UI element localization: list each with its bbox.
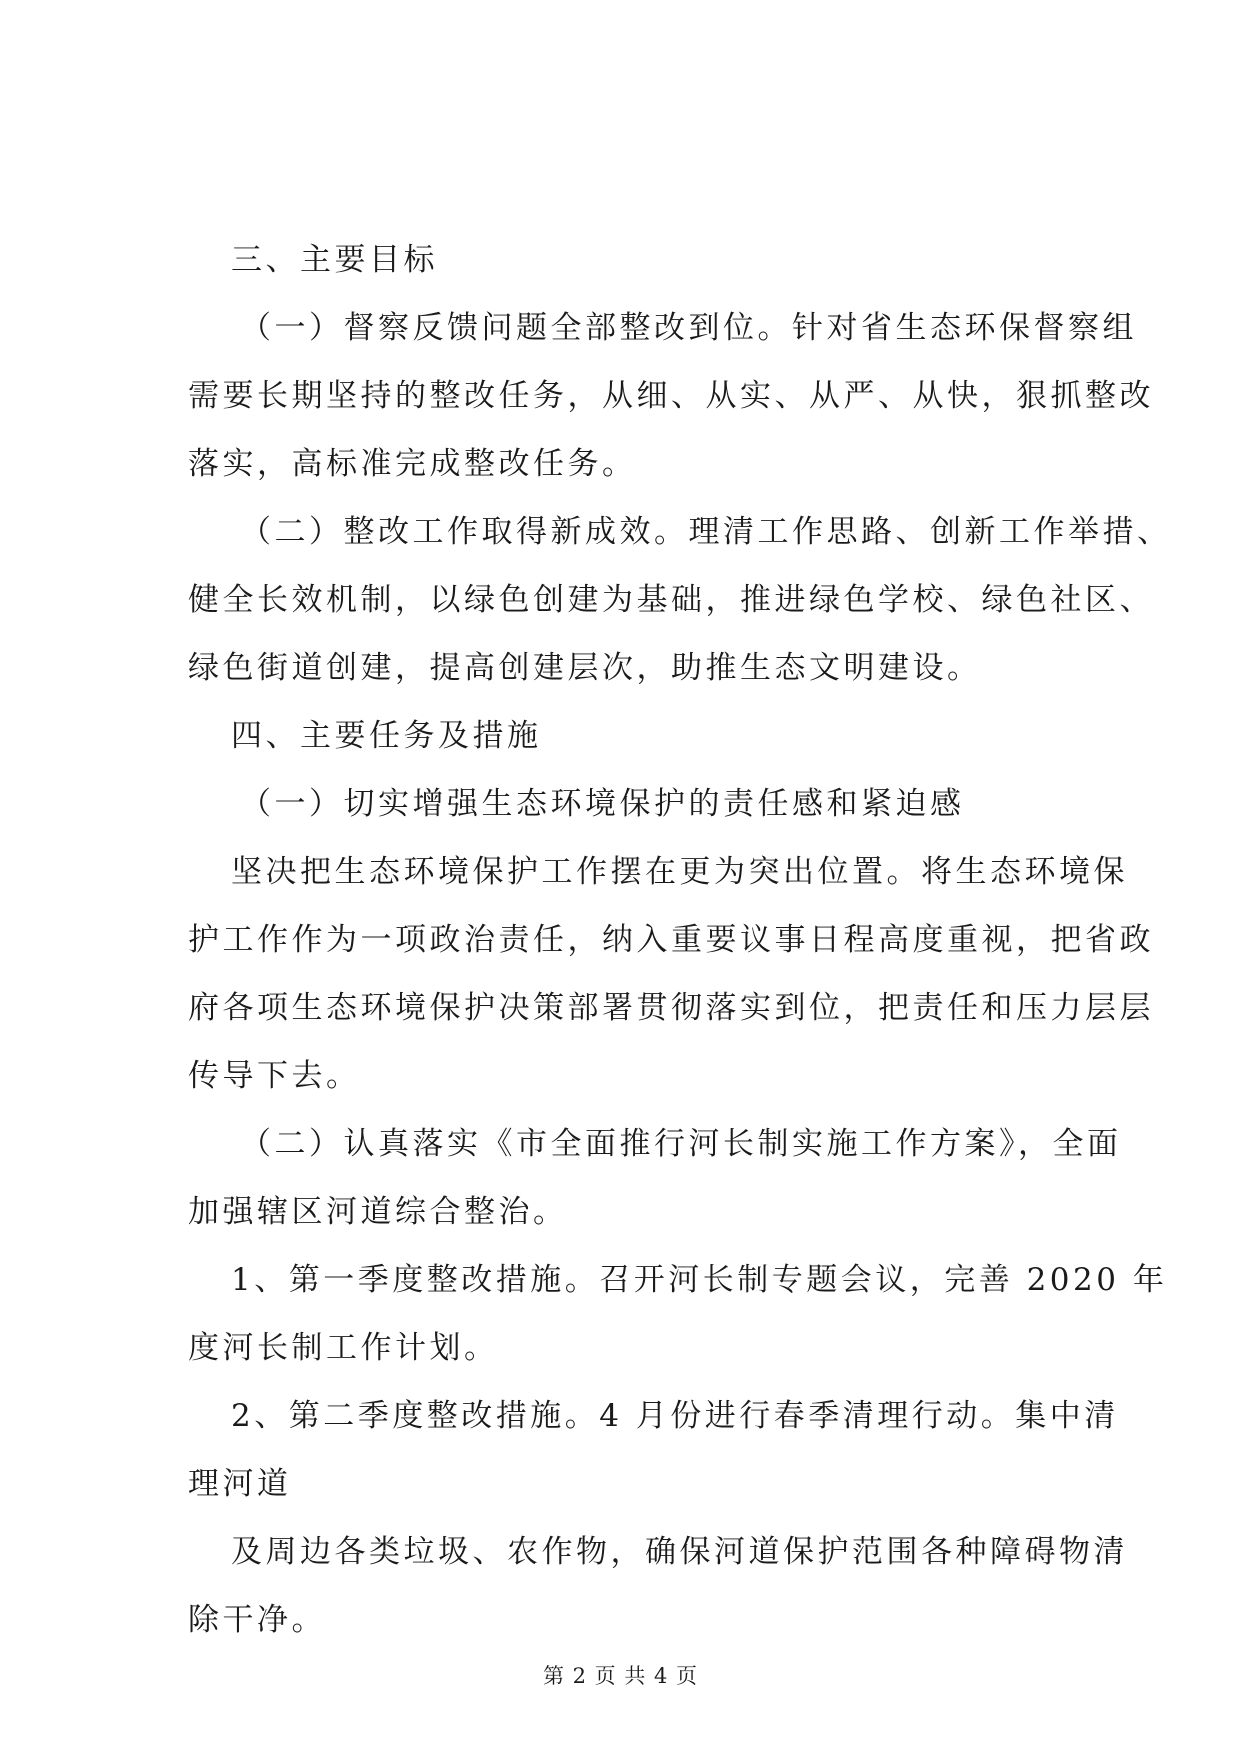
paragraph-line: 理河道 xyxy=(188,1466,292,1502)
paragraph-line: 1、第一季度整改措施。召开河长制专题会议，完善 2020 年 xyxy=(231,1262,1168,1298)
paragraph-line: 坚决把生态环境保护工作摆在更为突出位置。将生态环境保 xyxy=(231,854,1128,890)
paragraph-line: 传导下去。 xyxy=(188,1058,361,1094)
paragraph-line: 落实，高标准完成整改任务。 xyxy=(188,446,637,482)
paragraph-line: （二）整改工作取得新成效。理清工作思路、创新工作举措、 xyxy=(240,514,1172,550)
paragraph-line: 除干净。 xyxy=(188,1602,326,1638)
subsection-heading: （一）切实增强生态环境保护的责任感和紧迫感 xyxy=(240,786,965,822)
paragraph-line: 绿色街道创建，提高创建层次，助推生态文明建设。 xyxy=(188,650,982,686)
section-heading-3: 三、主要目标 xyxy=(231,242,438,278)
paragraph-line: 护工作作为一项政治责任，纳入重要议事日程高度重视，把省政 xyxy=(188,922,1154,958)
paragraph-line: 府各项生态环境保护决策部署贯彻落实到位，把责任和压力层层 xyxy=(188,990,1154,1026)
paragraph-line: （一）督察反馈问题全部整改到位。针对省生态环保督察组 xyxy=(240,310,1137,346)
paragraph-line: 度河长制工作计划。 xyxy=(188,1330,499,1366)
paragraph-line: 健全长效机制，以绿色创建为基础，推进绿色学校、绿色社区、 xyxy=(188,582,1154,618)
paragraph-line: 2、第二季度整改措施。4 月份进行春季清理行动。集中清 xyxy=(231,1398,1119,1434)
section-heading-4: 四、主要任务及措施 xyxy=(231,718,542,754)
document-body xyxy=(188,226,1172,1654)
paragraph-line: 及周边各类垃圾、农作物，确保河道保护范围各种障碍物清 xyxy=(231,1534,1128,1570)
paragraph-line: 加强辖区河道综合整治。 xyxy=(188,1194,568,1230)
paragraph-line: （二）认真落实《市全面推行河长制实施工作方案》，全面 xyxy=(240,1126,1122,1162)
page-number-footer: 第 2 页 共 4 页 xyxy=(542,1664,699,1688)
paragraph-line: 需要长期坚持的整改任务，从细、从实、从严、从快，狠抓整改 xyxy=(188,378,1154,414)
